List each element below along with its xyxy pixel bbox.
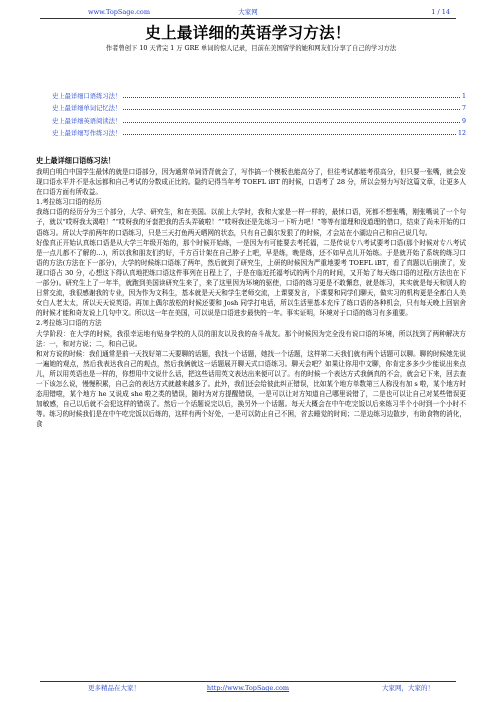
- footer-left-text: 更多精品在大家！: [88, 684, 140, 692]
- paragraph: 我练口语的经历分为三个部分，大学、研究生，和在美国。以前上大学时，我和大家是一样一样的，最怵口语，死都不想张嘴，刚张嘴说了一个句子，就以“哎呀我太渴啦！”“哎呀我的牙套把我的舌头弄破啦！”“哎呀我还是先练习一下听力吧！”等等有道理和没道理的借口，结束了尚未开始的口语练习。所以大学前两年的口语练习，只是三天打鱼两天晒网的状态，只有自己偶尔发狠了的时候，才会站在小湖边自己和自己说几句。: [36, 208, 466, 237]
- footer-right-text: 大家网，大家的！: [382, 684, 434, 692]
- toc-leader-dots: [123, 108, 460, 110]
- footer-url-link[interactable]: http://www.TopSage.com: [206, 684, 290, 692]
- subheading: 2.考拉练习口语的方法: [36, 319, 102, 328]
- page-number: 1 / 14: [431, 8, 450, 16]
- toc-item-label[interactable]: 史上最详细写作练习法！: [52, 130, 122, 137]
- toc-item-label[interactable]: 史上最详细口语练习法！: [52, 92, 122, 100]
- toc-item[interactable]: [52, 112, 466, 125]
- toc-leader-dots: [123, 121, 460, 123]
- paragraph: 我明白明白中国学生最怵的就是口语部分，因为通常单词背背就会了，写作搞一个模板也能高分了，但往考试都能考很高分，但只要一张嘴，就会发现口语水平并不是永远都和自己考试的分数成正比的。隐约记得当年考 TOEFL iBT 的时候，口语考了 28 分，所以会努力写好这篇文章，让更多人在口语方面有所收益。: [36, 168, 466, 197]
- intro-text: 作者曾创下 10 天背完 1 万 GRE 单词的惊人记录，目前在美国留学的她和网友们分享了自己的学习方法: [105, 45, 397, 52]
- subheading: 1.考拉练习口语的经历: [36, 198, 102, 207]
- header-site-link[interactable]: www.TopSage.com: [88, 8, 151, 16]
- toc-item[interactable]: [52, 125, 466, 138]
- table-of-contents: [52, 87, 466, 137]
- page-footer: [40, 681, 456, 694]
- toc-leader-dots: [123, 133, 456, 135]
- paragraph: 好像真正开始认真练口语是从大学三年级开始的，那个时候开始练，一是因为有可能要去考托福，二是传说专八考试要考口语(那个时候对专八考试是一点儿都不了解的…)，所以我和朋友们约好，千方百计架在自己脖子上吧，早是练，晚是练，还不如早点儿开始练。于是就开始了系统的练习口语的方法(方法在下一部分)，大学的时候练口语练了两年，然后就到了研究生，上研的时候因为严重地要考 TOEFL iBT，看了真题以后崩溃了，发现口语占 30 分，心想这下得认真地把练口语这件事列在日程上了，于是在临近托福考试的两个月的时间，又开始了每天练口语的过程(方法也在下一部分)。研究生上了一年半，就跑到美国读研究生来了，来了这里因为环境的驱使，口语的练习更是不敢懈怠，就是练习，其实就是每天和别人的日常交流，我很感谢我的专业，因为作为文科生，基本就是天天和学生老师交流，上课要发言，下课要和同学们聊天，做实习的机构更是全都白人美女白人老太太，所以天天说英语。再加上偶尔放松的时候还要和 Josh 同学打电话，所以生活里基本充斥了练口语的各种机会，只有每天晚上回宿舍的时候才能和奇友说上几句中文。所以这一年在美国，可以说是口语进步最快的一年。事实证明，环境对于口语的练习有多重要。: [36, 238, 466, 318]
- toc-item-page: 7: [461, 105, 466, 112]
- toc-item[interactable]: [52, 100, 466, 113]
- toc-item-label[interactable]: 史上最详细单词记忆法！: [52, 105, 122, 112]
- toc-leader-dots: [123, 96, 460, 98]
- document-body: [36, 155, 466, 429]
- toc-item-page: 12: [457, 130, 466, 137]
- paragraph: 大学阶段：在大学的时候，我很幸运地有贴身学校的人员的朋友以及我的奋斗战友。那个时候因为完全没有说口语的环境，所以找到了两种解决方法：一，和对方说；二，和自己说。: [36, 329, 466, 348]
- toc-item-page: 1: [461, 92, 466, 100]
- toc-item-page: 9: [461, 117, 466, 125]
- paragraph: 和对方说的时候：我们通常是前一天找好第二天要聊的话题，我找一个话题，她找一个话题，这样第二天我们就有两个话题可以聊。聊的时候她先说一遍她的观点，然后我表达我自己的观点，然后我俩就这一话题展开聊天式口语练习。聊天会吧？如果让你用中文聊，你肯定多多少少能说出来点儿，所以用英语也是一样的，你想用中文说什么话，把这些话用英文表达出来便可以了。有的时候一个表达方式我俩真的不会，就会记下来，回去查一下该怎么说，慢慢积累，自己会的表达方式就越来越多了。此外，我们还会给彼此纠正错误，比如某个地方单数第三人称没有加 s 啦，某个地方时态用错啦，某个地方 he 又说成 she 啦之类的错误，随时为对方提醒错误，一是可以让对方知道自己哪里说错了，二是也可以让自己对某些错误更加敏感，自己以后就不会犯这样的错误了。然后一个话题说完以后，换另外一个话题。每天大概会在中午吃完饭以后来练习半个小时到一个小时不等。练习的时候我们是在中午吃完饭以后练的，这样有两个好处，一是可以防止自己不困，省去睡觉的时间；二是边练习边散步，有助食物的消化，食: [36, 349, 466, 429]
- toc-item[interactable]: [52, 87, 466, 100]
- document-title: 史上最详细的英语学习方法！: [145, 23, 351, 42]
- section-heading: 史上最详细口语练习法！: [36, 156, 116, 165]
- header-site-name: 大家网: [238, 8, 258, 16]
- page-header: [40, 6, 456, 19]
- toc-item-label[interactable]: 史上最详细英语阅读法！: [52, 117, 122, 125]
